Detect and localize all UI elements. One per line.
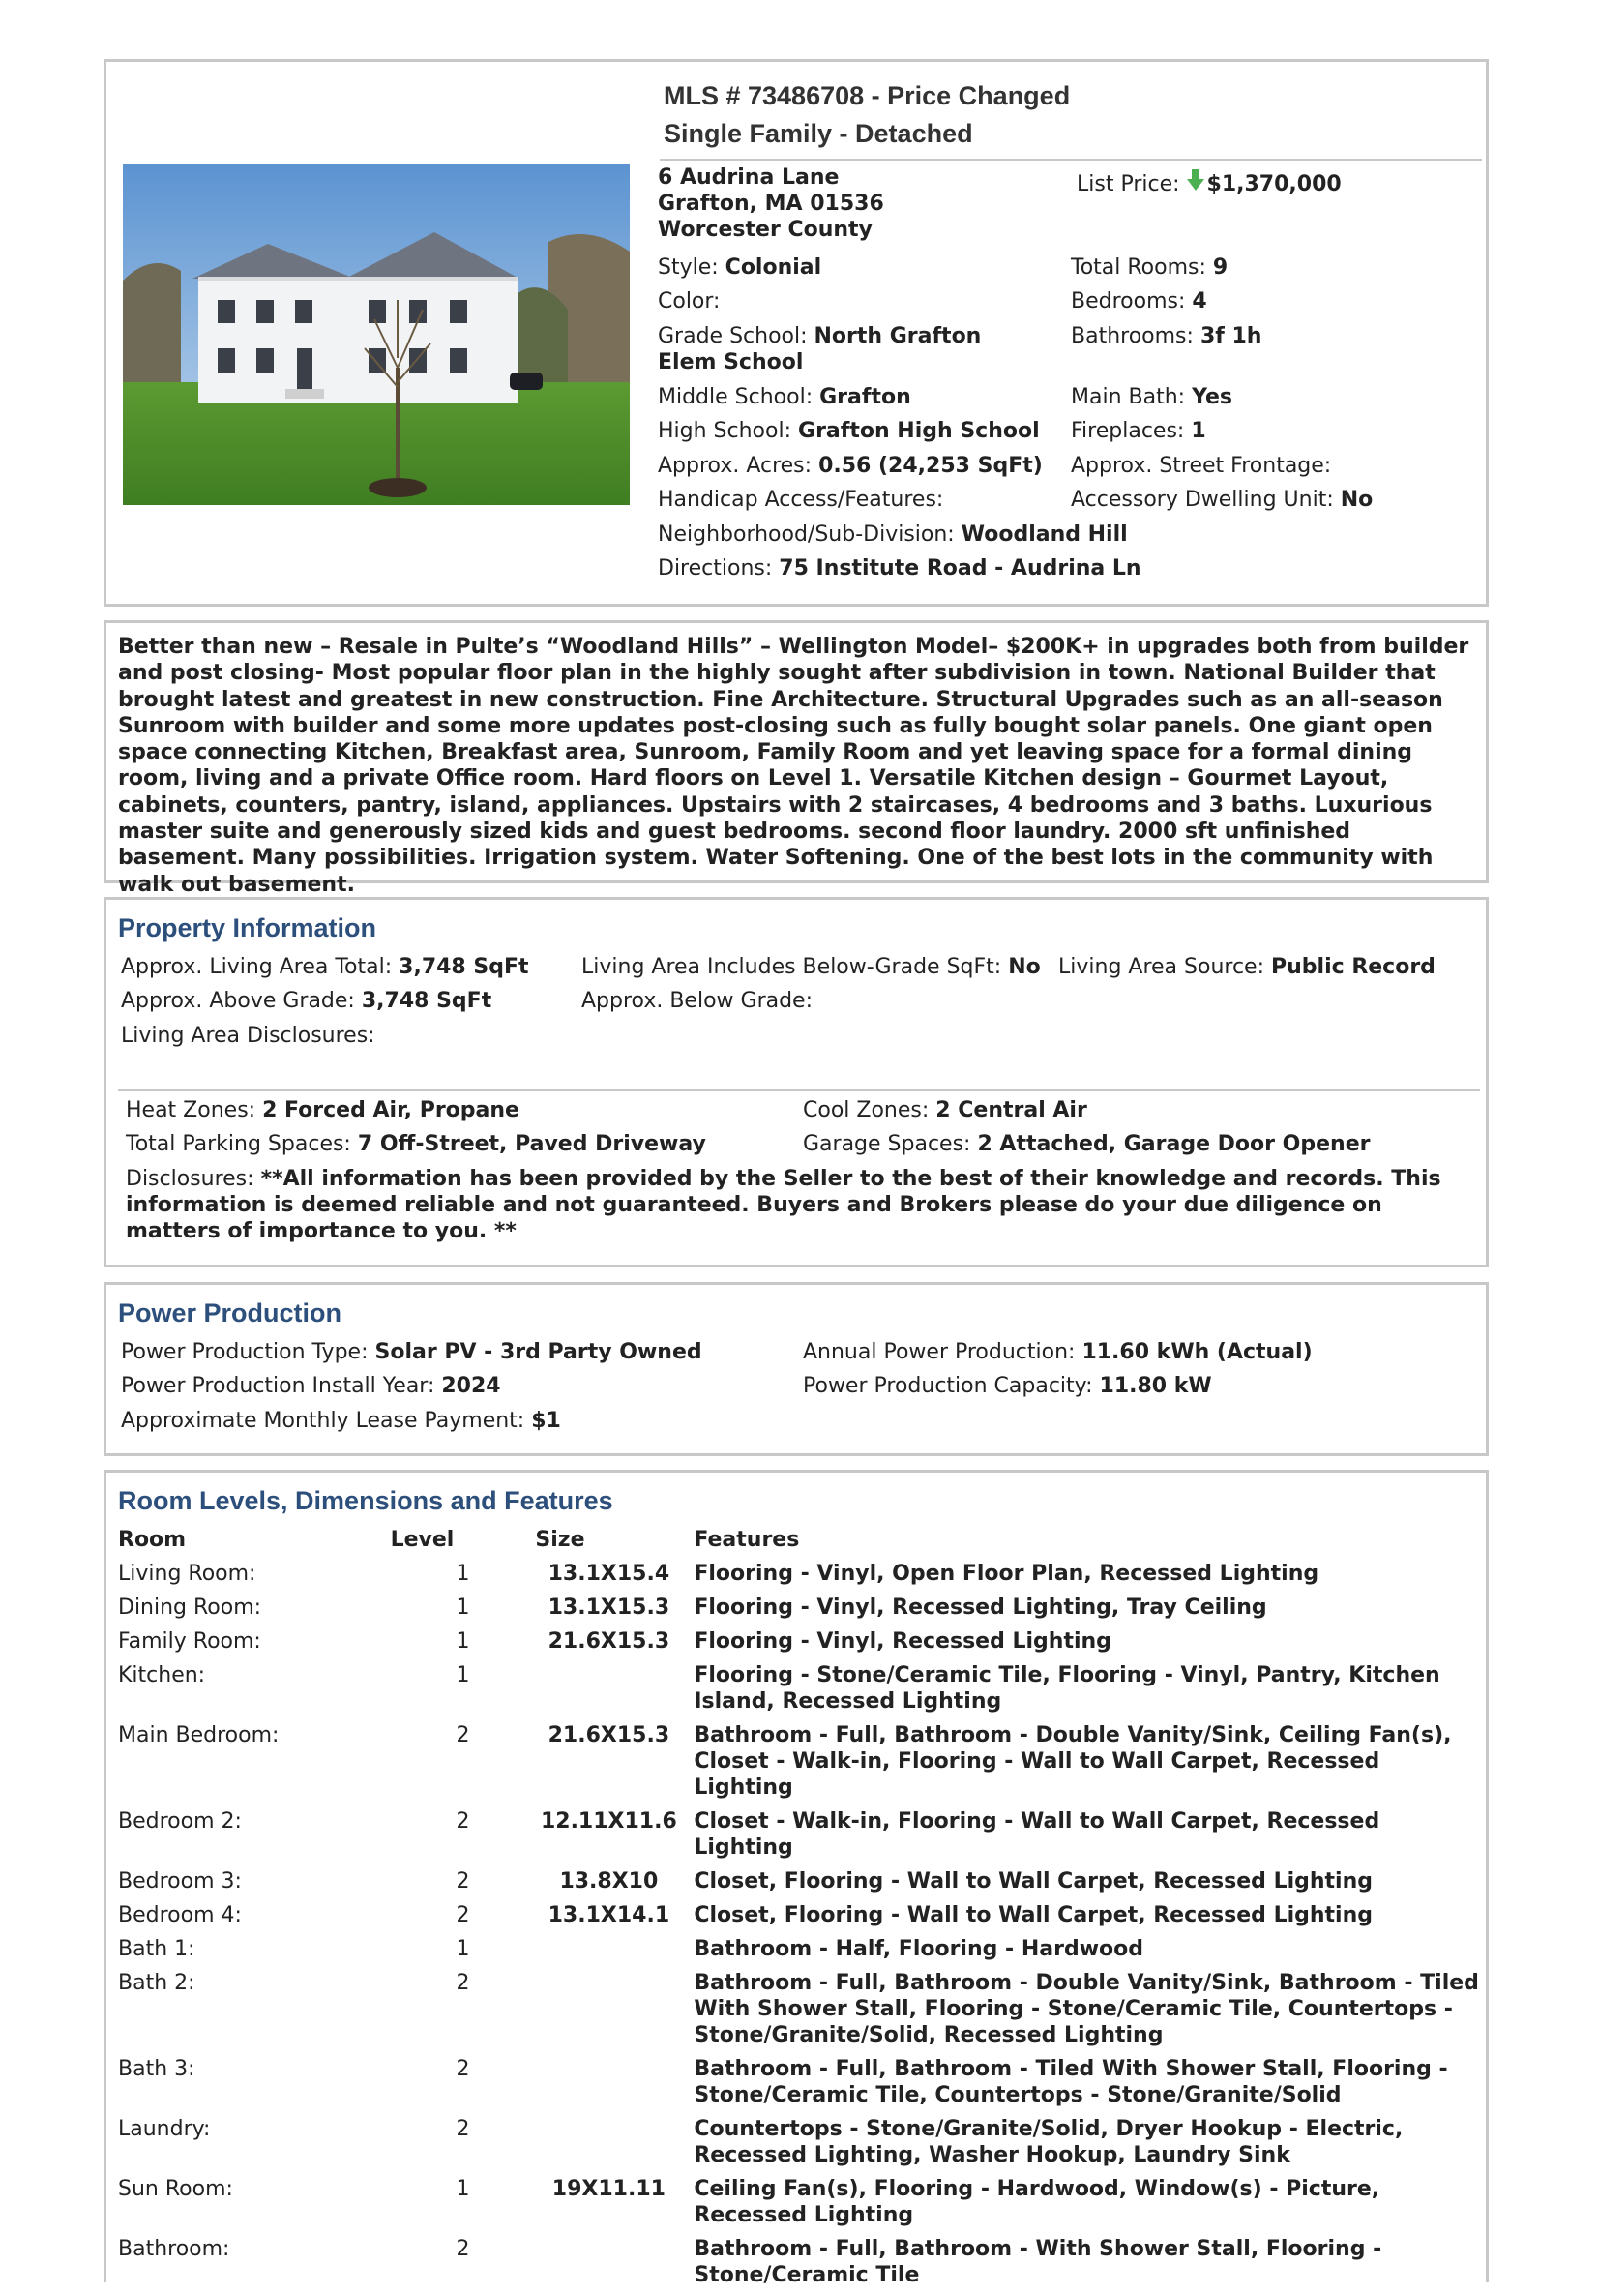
column-header: Size: [535, 1528, 585, 1552]
room-features: Closet, Flooring - Wall to Wall Carpet, Recessed Lighting: [694, 1903, 1374, 1927]
address-block: [658, 164, 884, 243]
room-name: Bath 2:: [118, 1971, 195, 1995]
above-grade: Approx. Above Grade: 3,748 SqFt: [121, 989, 492, 1013]
table-row: [118, 1868, 1486, 1902]
room-level: 1: [456, 1629, 470, 1654]
room-size: 13.1X15.3: [548, 1595, 670, 1620]
acres-field: Approx. Acres: 0.56 (24,253 SqFt): [658, 454, 1043, 478]
mls-title: MLS # 73486708 - Price Changed: [664, 81, 1071, 110]
room-size: [535, 2236, 682, 2296]
room-level: 2: [456, 1869, 470, 1893]
column-header: Level: [390, 1528, 455, 1552]
table-row: [118, 2176, 1486, 2236]
address-line2: Grafton, MA 01536: [658, 192, 884, 216]
down-arrow-icon: [1187, 179, 1204, 191]
table-row: [118, 2116, 1486, 2176]
power-capacity: Power Production Capacity: 11.80 kW: [803, 1374, 1212, 1398]
room-size: 13.1X15.4: [548, 1562, 670, 1586]
room-level: 1: [456, 2177, 470, 2201]
room-name: Main Bedroom:: [118, 1723, 280, 1747]
room-name: Bedroom 4:: [118, 1903, 242, 1927]
room-level: 2: [456, 1723, 470, 1747]
room-features: Ceiling Fan(s), Flooring - Hardwood, Window(s) - Picture, Recessed Lighting: [694, 2177, 1380, 2227]
room-size: 12.11X11.6: [540, 1809, 677, 1834]
property-photo: [123, 164, 630, 505]
total-rooms-field: Total Rooms: 9: [1071, 255, 1229, 280]
middle-school-field: Middle School: Grafton: [658, 385, 911, 409]
table-row: [118, 1970, 1486, 2056]
room-level: 2: [456, 1809, 470, 1834]
room-name: Bedroom 3:: [118, 1869, 242, 1893]
table-row: [118, 1662, 1486, 1722]
room-features: Closet - Walk-in, Flooring - Wall to Wall Carpet, Recessed Lighting: [694, 1809, 1380, 1860]
cool-zones: Cool Zones: 2 Central Air: [803, 1098, 1087, 1122]
room-level: 2: [456, 1971, 470, 1995]
room-size: [535, 1936, 682, 1970]
table-row: [118, 1628, 1486, 1662]
property-type: Single Family - Detached: [664, 119, 973, 148]
annual-power: Annual Power Production: 11.60 kWh (Actual): [803, 1340, 1313, 1364]
room-features: Flooring - Vinyl, Open Floor Plan, Recessed Lighting: [694, 1562, 1319, 1586]
list-price-value: $1,370,000: [1206, 172, 1342, 196]
room-name: Family Room:: [118, 1629, 261, 1654]
handicap-field: Handicap Access/Features:: [658, 488, 944, 512]
table-row: [118, 2236, 1486, 2296]
room-level: 2: [456, 2057, 470, 2081]
section-title: Property Information: [118, 913, 377, 942]
county: Worcester County: [658, 218, 873, 242]
table-row: [118, 1561, 1486, 1595]
room-name: Kitchen:: [118, 1663, 206, 1687]
room-size: 21.6X15.3: [548, 1723, 670, 1747]
list-price: [1077, 171, 1342, 197]
install-year: Power Production Install Year: 2024: [121, 1374, 501, 1398]
living-area-total: Approx. Living Area Total: 3,748 SqFt: [121, 955, 529, 979]
power-type: Power Production Type: Solar PV - 3rd Party Owned: [121, 1340, 702, 1364]
room-name: Sun Room:: [118, 2177, 233, 2201]
section-title: Room Levels, Dimensions and Features: [118, 1486, 613, 1515]
room-size: 19X11.11: [551, 2177, 666, 2201]
room-name: Living Room:: [118, 1562, 256, 1586]
adu-field: Accessory Dwelling Unit: No: [1071, 488, 1374, 512]
remarks-text: Better than new – Resale in Pulte’s “Woodland Hills” – Wellington Model– $200K+ in upgrades both from builder and post closing- Most popular floor plan in the highly sought after subdivision in town. National Builder that brought latest and greatest in new construction. Fine Architecture. Structural Upgrades such as an all-season Sunroom with builder and some more updates post-closing such as fully bought solar panels. One giant open space connecting Kitchen, Breakfast area, Sunroom, Family Room and yet leaving space for a formal dining room, living and a private Office room. Hard floors on Level 1. Versatile Kitchen design – Gourmet Layout, cabinets, counters, pantry, island, appliances. Upstairs with 2 staircases, 4 bedrooms and 3 baths. Luxurious master suite and generously sized kids and guest bedrooms. second floor laundry. 2000 sft unfinished basement. Many possibilities. Irrigation system. Water Softening. One of the best lots in the community with walk out basement.: [118, 635, 1469, 897]
property-information-panel: [104, 897, 1489, 1267]
remarks-panel: [104, 620, 1489, 897]
room-level: 1: [456, 1562, 470, 1586]
room-name: Bathroom:: [118, 2237, 230, 2261]
room-level: 1: [456, 1595, 470, 1620]
room-features: Bathroom - Full, Bathroom - Tiled With Shower Stall, Flooring - Stone/Ceramic Tile, Countertops - Stone/Granite/Solid: [694, 2057, 1448, 2107]
heat-zones: Heat Zones: 2 Forced Air, Propane: [126, 1098, 519, 1122]
table-row: [118, 1808, 1486, 1868]
below-grade: Approx. Below Grade:: [581, 989, 814, 1013]
room-size: [535, 2116, 682, 2176]
room-features: Flooring - Vinyl, Recessed Lighting: [694, 1629, 1111, 1654]
header-divider: [660, 159, 1482, 161]
color-field: Color:: [658, 289, 721, 313]
room-features: Countertops - Stone/Granite/Solid, Dryer Hookup - Electric, Recessed Lighting, Washer Hookup, Laundry Sink: [694, 2117, 1404, 2167]
room-size: [535, 1662, 682, 1722]
high-school-field: High School: Grafton High School: [658, 419, 1040, 443]
neighborhood-field: Neighborhood/Sub-Division: Woodland Hill: [658, 522, 1128, 547]
room-size: 13.8X10: [559, 1869, 659, 1893]
room-features: Bathroom - Full, Bathroom - With Shower Stall, Flooring - Stone/Ceramic Tile: [694, 2237, 1382, 2287]
room-size: [535, 2056, 682, 2116]
room-size: 13.1X14.1: [548, 1903, 670, 1927]
parking-spaces: Total Parking Spaces: 7 Off-Street, Paved Driveway: [126, 1132, 706, 1156]
style-field: Style: Colonial: [658, 255, 822, 280]
room-features: Bathroom - Full, Bathroom - Double Vanity/Sink, Bathroom - Tiled With Shower Stall, Flooring - Stone/Ceramic Tile, Countertops - Stone/Granite/Solid, Recessed Lighting: [694, 1971, 1479, 2047]
directions-field: Directions: 75 Institute Road - Audrina Ln: [658, 556, 1141, 581]
fireplaces-field: Fireplaces: 1: [1071, 419, 1206, 443]
rooms-table: [118, 1527, 1486, 2296]
room-features: Flooring - Stone/Ceramic Tile, Flooring - Vinyl, Pantry, Kitchen Island, Recessed Lighting: [694, 1663, 1440, 1714]
table-row: [118, 2056, 1486, 2116]
grade-school-field: Grade School: North Grafton Elem School: [658, 324, 982, 374]
room-features: Flooring - Vinyl, Recessed Lighting, Tray Ceiling: [694, 1595, 1267, 1620]
room-level: 1: [456, 1663, 470, 1687]
disclosures: Disclosures: **All information has been provided by the Seller to the best of their knowledge and records. This information is deemed reliable and not guaranteed. Buyers and Brokers please do your due diligence on matters of importance to you. **: [126, 1167, 1441, 1243]
table-row: [118, 1902, 1486, 1936]
section-title: Power Production: [118, 1298, 342, 1327]
room-level: 2: [456, 2117, 470, 2141]
room-level: 2: [456, 1903, 470, 1927]
living-area-source: Living Area Source: Public Record: [1058, 955, 1436, 979]
bedrooms-field: Bedrooms: 4: [1071, 289, 1207, 313]
column-header: Room: [118, 1528, 187, 1552]
street-frontage-field: Approx. Street Frontage:: [1071, 454, 1332, 478]
table-header-row: [118, 1527, 1486, 1561]
room-level: 1: [456, 1937, 470, 1961]
room-name: Bath 3:: [118, 2057, 195, 2081]
table-row: [118, 1936, 1486, 1970]
power-production-panel: [104, 1282, 1489, 1456]
listing-header-panel: [104, 59, 1489, 607]
room-features: Closet, Flooring - Wall to Wall Carpet, Recessed Lighting: [694, 1869, 1374, 1893]
room-size: [535, 1970, 682, 2056]
room-name: Laundry:: [118, 2117, 211, 2141]
table-row: [118, 1722, 1486, 1808]
room-size: 21.6X15.3: [548, 1629, 670, 1654]
lease-payment: Approximate Monthly Lease Payment: $1: [121, 1409, 561, 1433]
living-area-disclosures: Living Area Disclosures:: [121, 1024, 375, 1048]
room-name: Bedroom 2:: [118, 1809, 242, 1834]
column-header: Features: [694, 1528, 800, 1552]
section-divider: [118, 1089, 1480, 1091]
room-features: Bathroom - Half, Flooring - Hardwood: [694, 1937, 1143, 1961]
table-row: [118, 1595, 1486, 1628]
rooms-panel: [104, 1470, 1489, 2287]
garage-spaces: Garage Spaces: 2 Attached, Garage Door Opener: [803, 1132, 1371, 1156]
bathrooms-field: Bathrooms: 3f 1h: [1071, 324, 1262, 348]
below-grade-included: Living Area Includes Below-Grade SqFt: No: [581, 955, 1041, 979]
address-line1: 6 Audrina Lane: [658, 165, 840, 190]
list-price-label: List Price:: [1077, 172, 1180, 196]
room-name: Bath 1:: [118, 1937, 195, 1961]
room-level: 2: [456, 2237, 470, 2261]
room-name: Dining Room:: [118, 1595, 262, 1620]
room-features: Bathroom - Full, Bathroom - Double Vanity/Sink, Ceiling Fan(s), Closet - Walk-in, Flooring - Wall to Wall Carpet, Recessed Lighting: [694, 1723, 1452, 1800]
main-bath-field: Main Bath: Yes: [1071, 385, 1233, 409]
